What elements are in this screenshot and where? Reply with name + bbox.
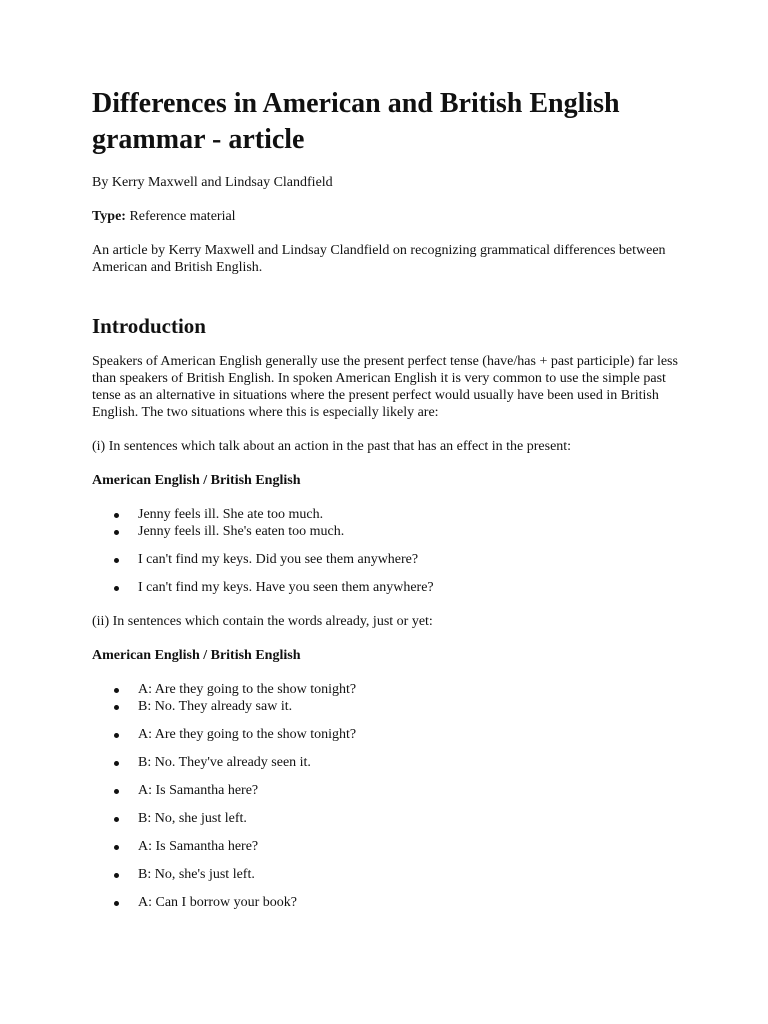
case-1-heading: American English / British English (92, 473, 301, 488)
type-value: Reference material (129, 209, 236, 224)
bullet-icon (114, 817, 119, 822)
list-item (92, 726, 692, 743)
example-text: I can't find my keys. Have you seen them anywhere? (138, 580, 434, 595)
case-1-description: (i) In sentences which talk about an action in the past that has an effect in the present: (92, 439, 572, 454)
list-item (92, 810, 692, 827)
list-item (92, 866, 692, 883)
example-text: A: Can I borrow your book? (138, 895, 298, 910)
list-item (92, 551, 692, 568)
example-text: I can't find my keys. Did you see them anywhere? (138, 552, 419, 567)
bullet-icon (114, 586, 119, 591)
list-item (92, 782, 692, 799)
bullet-icon (114, 873, 119, 878)
bullet-icon (114, 705, 119, 710)
bullet-icon (114, 901, 119, 906)
example-text: B: No, she just left. (138, 811, 247, 826)
list-item (92, 754, 692, 771)
type-line (92, 208, 692, 225)
example-text: A: Are they going to the show tonight? (138, 682, 357, 697)
list-item (92, 523, 692, 540)
bullet-icon (114, 530, 119, 535)
case-1-examples (92, 506, 692, 596)
example-text: A: Is Samantha here? (138, 783, 259, 798)
list-item (92, 698, 692, 715)
bullet-icon (114, 688, 119, 693)
article-page (92, 86, 692, 928)
list-item (92, 838, 692, 855)
list-item (92, 681, 692, 698)
bullet-icon (114, 789, 119, 794)
example-text: B: No, she's just left. (138, 867, 255, 882)
case-2-examples (92, 681, 692, 911)
case-2-heading: American English / British English (92, 648, 301, 663)
bullet-icon (114, 558, 119, 563)
example-text: Jenny feels ill. She ate too much. (138, 507, 324, 522)
byline: By Kerry Maxwell and Lindsay Clandfield (92, 175, 333, 190)
bullet-icon (114, 733, 119, 738)
bullet-icon (114, 761, 119, 766)
list-item (92, 579, 692, 596)
list-item (92, 506, 692, 523)
example-text: B: No. They already saw it. (138, 699, 293, 714)
example-text: A: Are they going to the show tonight? (138, 727, 357, 742)
list-item (92, 894, 692, 911)
bullet-icon (114, 845, 119, 850)
example-text: A: Is Samantha here? (138, 839, 259, 854)
example-text: B: No. They've already seen it. (138, 755, 311, 770)
bullet-icon (114, 513, 119, 518)
type-label: Type: (92, 209, 126, 224)
introduction-paragraph: Speakers of American English generally use the present perfect tense (have/has + past participle) far less than speakers of British English. In spoken American English it is very common to use the simple past tense as an alternative in situations where the present perfect would usually have been used in British English. The two situations where this is especially likely are: (92, 354, 678, 420)
case-2-description: (ii) In sentences which contain the words already, just or yet: (92, 614, 433, 629)
article-summary: An article by Kerry Maxwell and Lindsay Clandfield on recognizing grammatical differences between American and British English. (92, 243, 666, 275)
article-title: Differences in American and British English grammar - article (92, 88, 620, 155)
introduction-heading: Introduction (92, 314, 206, 338)
example-text: Jenny feels ill. She's eaten too much. (138, 524, 345, 539)
